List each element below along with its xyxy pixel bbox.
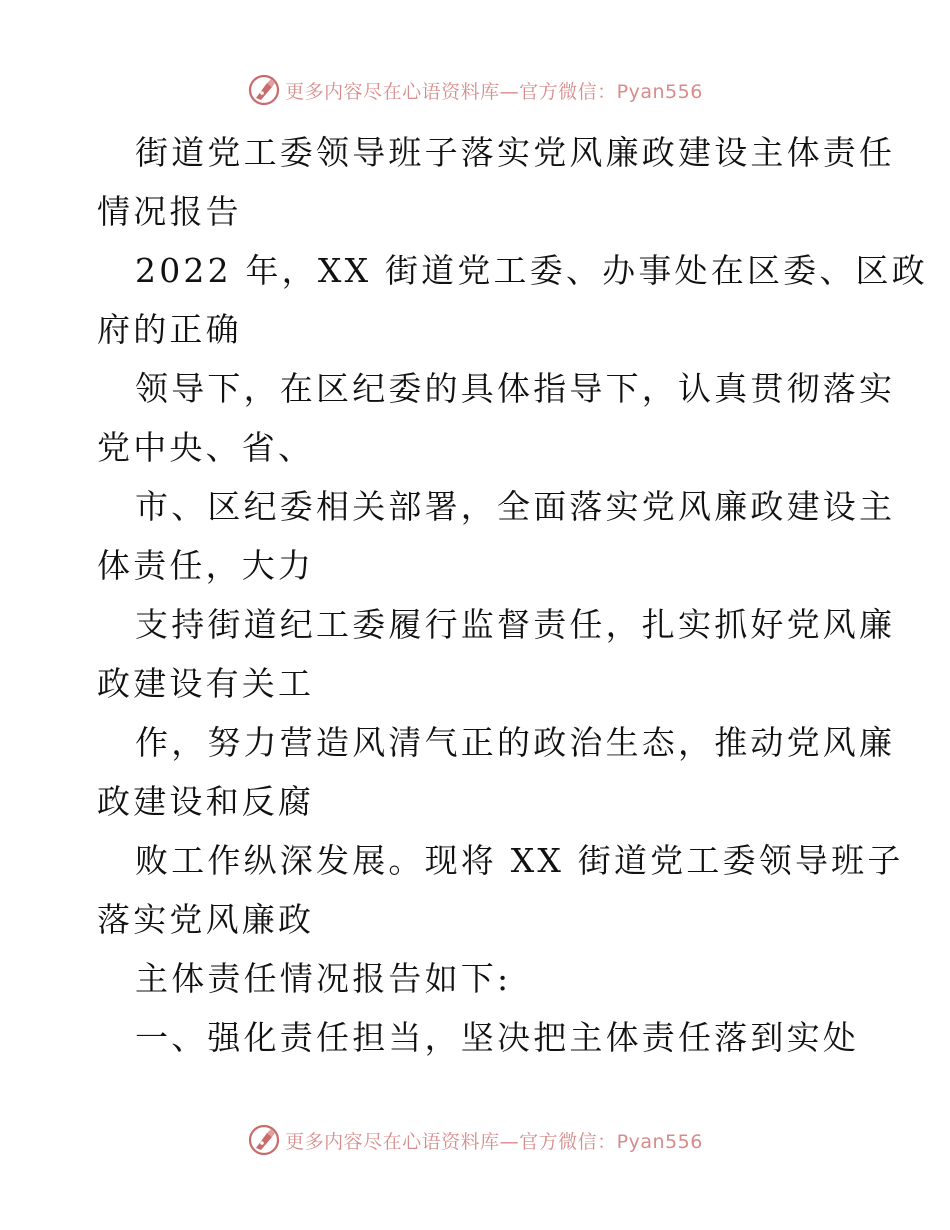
paragraph-line: 党中央、省、: [97, 428, 315, 467]
title-line-1: 街道党工委领导班子落实党风廉政建设主体责任: [135, 133, 896, 172]
paragraph-line: 体责任，大力: [97, 546, 315, 585]
paragraph-line: 市、区纪委相关部署，全面落实党风廉政建设主: [135, 487, 896, 526]
pen-nib-seal-icon: [247, 73, 281, 107]
paragraph-line: 领导下，在区纪委的具体指导下，认真贯彻落实: [135, 369, 896, 408]
header-watermark: [0, 70, 950, 110]
pen-nib-seal-icon: [247, 1123, 281, 1157]
paragraph-line: 落实党风廉政: [97, 900, 315, 939]
paragraph-line: 作，努力营造风清气正的政治生态，推动党风廉: [135, 723, 896, 762]
paragraph-line: 败工作纵深发展。现将 XX 街道党工委领导班子: [135, 841, 904, 880]
paragraph-line: 2022 年，XX 街道党工委、办事处在区委、区政: [135, 251, 928, 290]
document-body: [97, 123, 928, 1067]
watermark-text: 更多内容尽在心语资料库—官方微信：Pyan556: [285, 1130, 703, 1153]
paragraph-line: 政建设有关工: [97, 664, 315, 703]
section-heading: 一、强化责任担当，坚决把主体责任落到实处: [135, 1018, 859, 1057]
paragraph-line: 主体责任情况报告如下:: [135, 959, 512, 998]
paragraph-line: 政建设和反腐: [97, 782, 315, 821]
watermark-text: 更多内容尽在心语资料库—官方微信：Pyan556: [285, 80, 703, 103]
footer-watermark: [0, 1120, 950, 1160]
title-line-2: 情况报告: [97, 192, 242, 231]
paragraph-line: 府的正确: [97, 310, 242, 349]
paragraph-line: 支持街道纪工委履行监督责任，扎实抓好党风廉: [135, 605, 896, 644]
